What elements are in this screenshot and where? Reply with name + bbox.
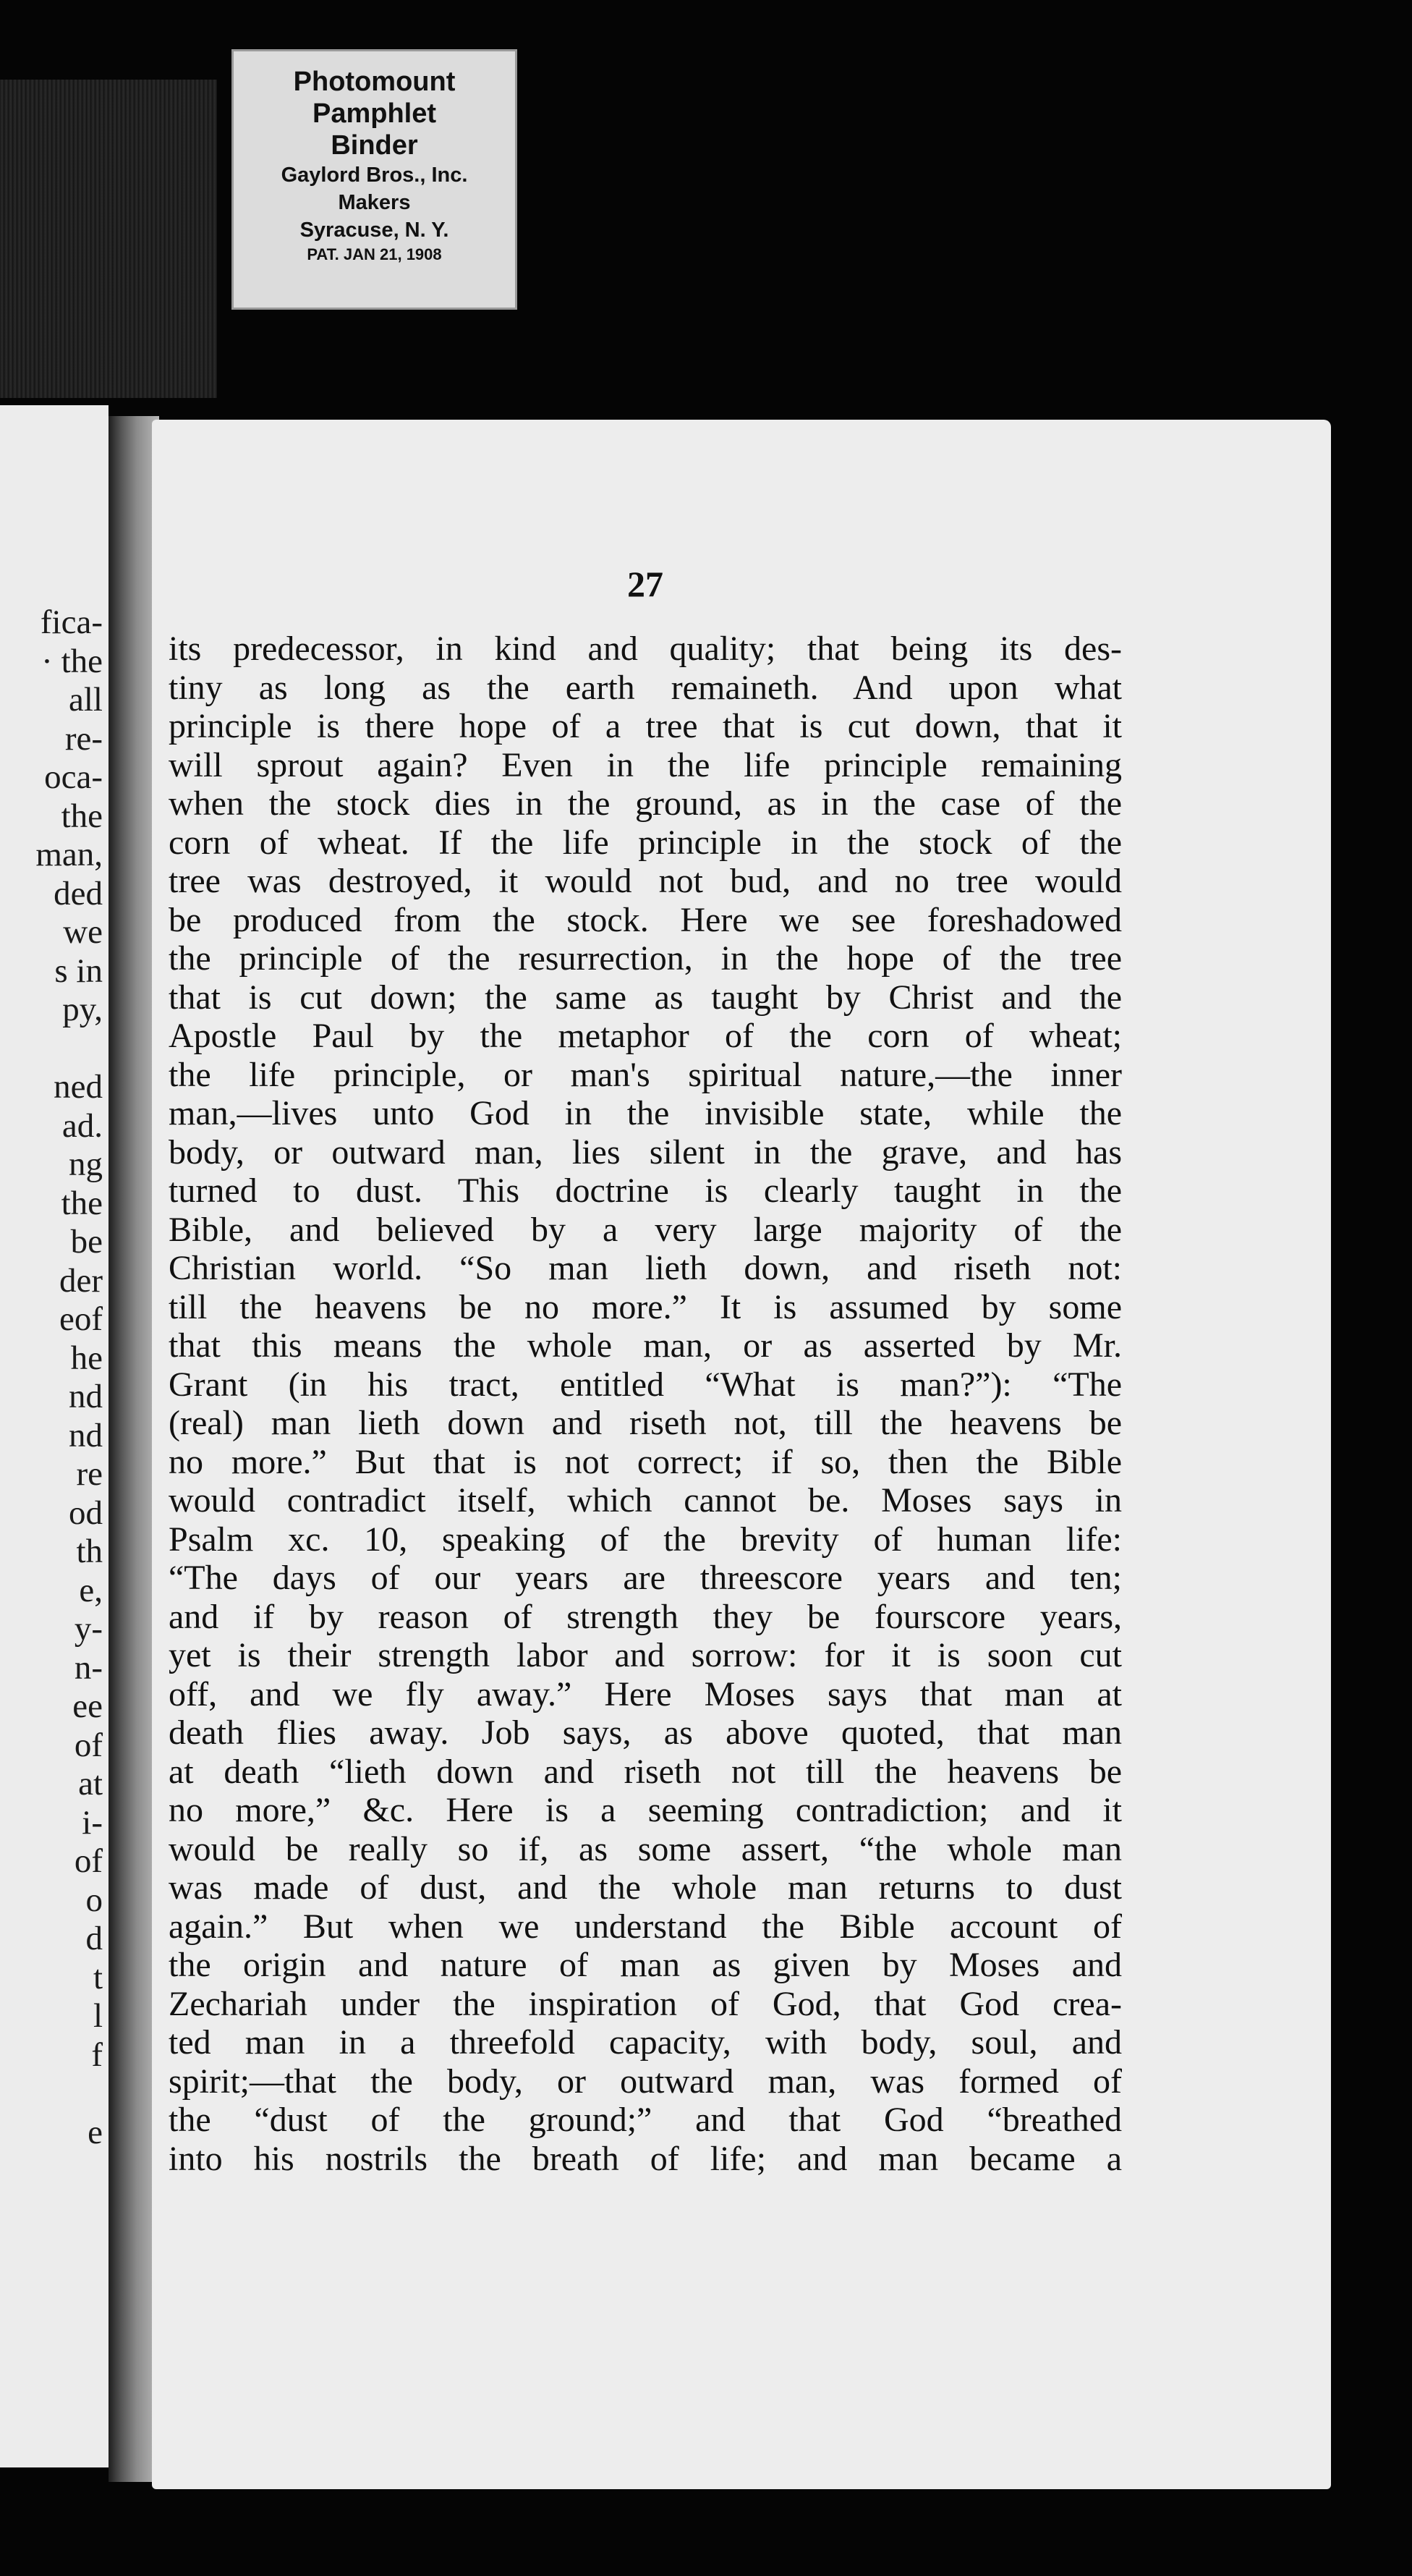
left-page-line: · the (41, 642, 103, 680)
left-page-line: re (76, 1455, 103, 1493)
label-line-6: Syracuse, N. Y. (299, 219, 449, 242)
left-page-line: t (93, 1958, 103, 1996)
label-line-3: Binder (331, 130, 418, 161)
text-line: man,—lives unto God in the invisible state, while the (169, 1094, 1122, 1132)
left-page-line: i- (82, 1803, 103, 1842)
left-page-line: eof (59, 1300, 103, 1338)
text-line: corn of wheat. If the life principle in the stock of the (169, 823, 1122, 862)
text-line: be produced from the stock. Here we see foreshadowed (169, 900, 1122, 939)
text-line: would contradict itself, which cannot be. Moses says in (169, 1481, 1122, 1520)
text-line: (real) man lieth down and riseth not, till the heavens be (169, 1404, 1122, 1442)
text-line: till the heavens be no more.” It is assumed by some (169, 1287, 1122, 1326)
left-page-line: oca- (44, 758, 103, 796)
text-line: “The days of our years are threescore years and ten; (169, 1559, 1122, 1597)
text-line: that this means the whole man, or as asserted by Mr. (169, 1326, 1122, 1365)
text-line: Bible, and believed by a very large majority of the (169, 1210, 1122, 1249)
left-page-line: ned (54, 1068, 103, 1106)
text-line: tree was destroyed, it would not bud, and no tree would (169, 862, 1122, 900)
left-page-line: nd (69, 1378, 103, 1415)
text-line: when the stock dies in the ground, as in the case of the (169, 784, 1122, 823)
left-page-line: ad. (61, 1106, 103, 1145)
left-page-line: n- (74, 1648, 103, 1687)
left-page-line: the (61, 797, 103, 835)
left-page-line: y- (74, 1610, 103, 1648)
text-line: would be really so if, as some assert, “the whole man (169, 1829, 1122, 1868)
label-line-5: Makers (338, 191, 411, 214)
text-line: the principle of the resurrection, in the hope of the tree (169, 939, 1122, 978)
text-line: no more.” But that is not correct; if so, then the Bible (169, 1442, 1122, 1481)
text-line: death flies away. Job says, as above quoted, that man (169, 1713, 1122, 1752)
text-line: Grant (in his tract, entitled “What is man?”): “The (169, 1365, 1122, 1404)
left-page-line: all (69, 681, 103, 719)
left-page-line: f (91, 2035, 103, 2074)
left-page-line: man, (35, 836, 103, 873)
left-page-line: of (74, 1842, 103, 1880)
text-line: was made of dust, and the whole man returns to dust (169, 1868, 1122, 1907)
left-page-line: s in (54, 952, 103, 990)
left-page-line: e, (79, 1571, 103, 1609)
text-line: the life principle, or man's spiritual nature,—the inner (169, 1055, 1122, 1094)
text-line: ted man in a threefold capacity, with body, soul, and (169, 2023, 1122, 2062)
left-page-line: nd (69, 1416, 103, 1454)
text-line: its predecessor, in kind and quality; that being its des- (169, 630, 1122, 668)
text-line: Zechariah under the inspiration of God, that God crea- (169, 1984, 1122, 2023)
left-page-line: fica- (40, 603, 103, 641)
left-page-line: der (59, 1261, 103, 1300)
text-line: will sprout again? Even in the life principle remaining (169, 745, 1122, 784)
left-page-line: th (76, 1533, 103, 1570)
text-line: turned to dust. This doctrine is clearly taught in the (169, 1172, 1122, 1210)
text-line: and if by reason of strength they be fourscore years, (169, 1597, 1122, 1636)
label-line-4: Gaylord Bros., Inc. (281, 164, 468, 187)
text-line: no more,” &c. Here is a seeming contradiction; and it (169, 1791, 1122, 1829)
left-page-line: l (93, 1997, 103, 2035)
left-page-line: ee (72, 1687, 103, 1725)
text-line: Christian world. “So man lieth down, and riseth not: (169, 1249, 1122, 1287)
left-page-line: ng (69, 1145, 103, 1183)
page-number: 27 (627, 564, 663, 604)
left-page-line: ded (54, 874, 103, 912)
left-page-line: d (85, 1920, 103, 1957)
left-page-line: be (70, 1223, 103, 1261)
text-line: Apostle Paul by the metaphor of the corn of wheat; (169, 1017, 1122, 1055)
text-line: Psalm xc. 10, speaking of the brevity of human life: (169, 1520, 1122, 1559)
left-page-line: od (69, 1494, 103, 1532)
left-page-line: we (63, 913, 103, 951)
text-line: principle is there hope of a tree that is cut down, that it (169, 707, 1122, 745)
text-line: that is cut down; the same as taught by Christ and the (169, 978, 1122, 1017)
text-line: yet is their strength labor and sorrow: for it is soon cut (169, 1636, 1122, 1674)
left-page-line: o (85, 1881, 103, 1919)
binder-label (231, 49, 517, 310)
left-page-line: at (78, 1765, 103, 1802)
text-line: off, and we fly away.” Here Moses says that man at (169, 1674, 1122, 1713)
text-line: the “dust of the ground;” and that God “breathed (169, 2101, 1122, 2139)
label-line-2: Pamphlet (312, 98, 437, 129)
label-line-7: PAT. JAN 21, 1908 (307, 245, 442, 263)
text-line: tiny as long as the earth remaineth. And upon what (169, 668, 1122, 707)
label-line-1: Photomount (293, 67, 456, 97)
text-line: the origin and nature of man as given by Moses and (169, 1946, 1122, 1984)
text-line: body, or outward man, lies silent in the grave, and has (169, 1132, 1122, 1172)
text-line: again.” But when we understand the Bible account of (169, 1907, 1122, 1946)
left-page-line: he (70, 1339, 103, 1377)
left-page-line: e (88, 2113, 103, 2151)
left-page-line: re- (64, 719, 103, 758)
left-page-fragment (0, 405, 109, 2467)
left-page-line: of (74, 1726, 103, 1764)
binder-spine (0, 80, 217, 398)
text-line: at death “lieth down and riseth not till the heavens be (169, 1752, 1122, 1791)
text-line: spirit;—that the body, or outward man, was formed of (169, 2062, 1122, 2101)
left-page-line: py, (62, 991, 103, 1028)
left-page-line: the (61, 1184, 103, 1222)
text-line: into his nostrils the breath of life; and man became a (169, 2139, 1122, 2178)
